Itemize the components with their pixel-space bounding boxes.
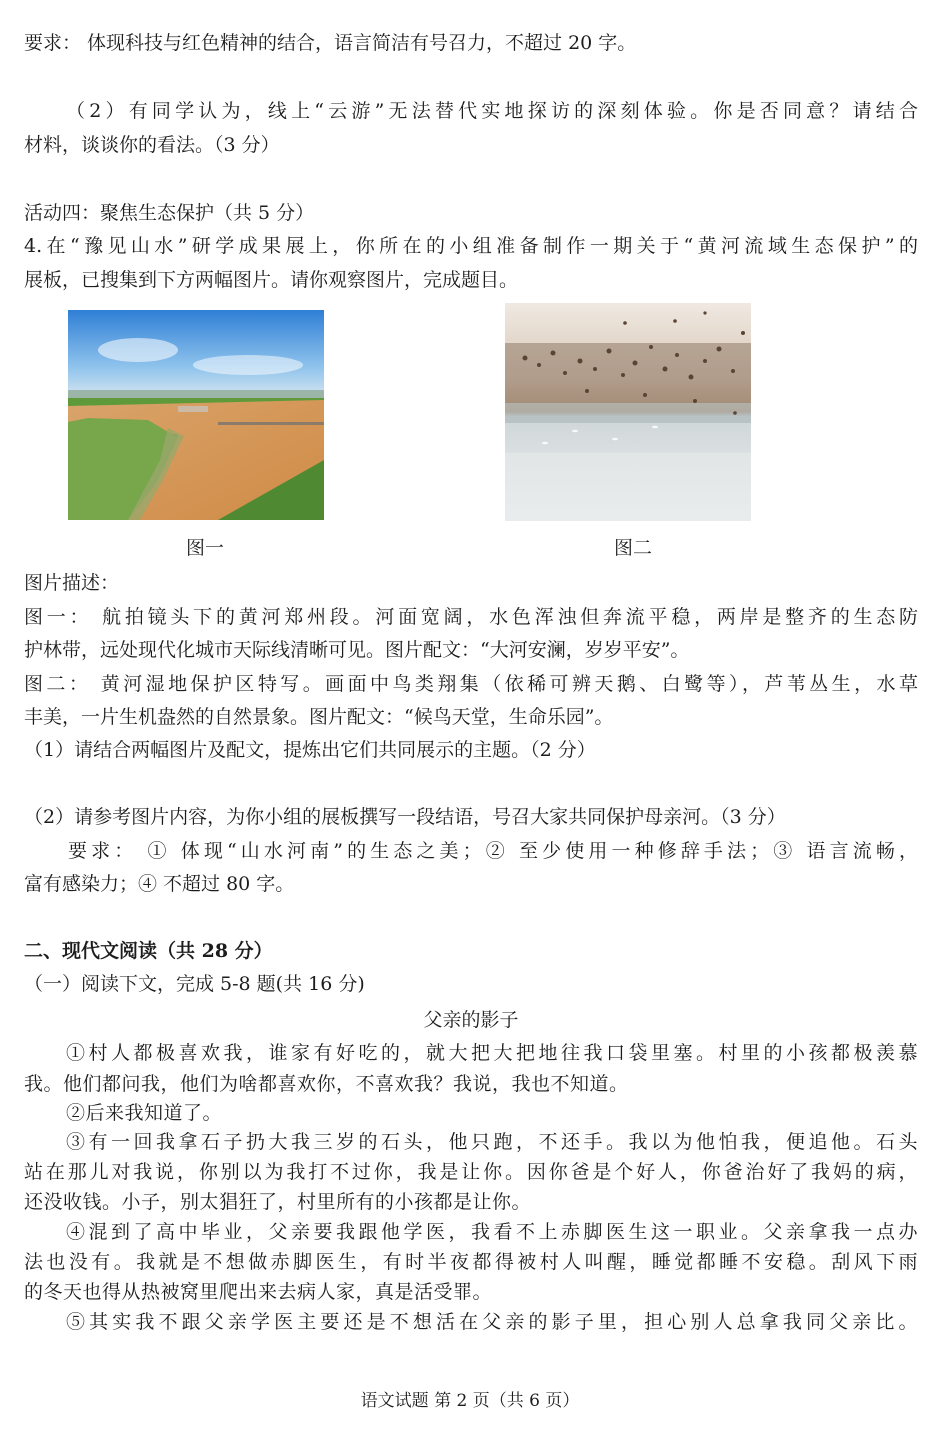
figure-1-river-aerial-image xyxy=(68,310,324,520)
paragraph-5: ⑤其实我不跟父亲学医主要还是不想活在父亲的影子里，担心别人总拿我同父亲比。 xyxy=(66,1311,918,1333)
section2-title: 二、现代文阅读（共 28 分） xyxy=(24,940,273,962)
q4-line2: 展板，已搜集到下方两幅图片。请你观察图片，完成题目。 xyxy=(24,269,519,291)
q3-requirement: 要求： 体现科技与红色精神的结合，语言简洁有号召力，不超过 20 字。 xyxy=(24,32,637,54)
desc1-line2: 护林带，远处现代化城市天际线清晰可见。图片配文：“大河安澜，岁岁平安”。 xyxy=(24,639,690,661)
paragraph-4-line3: 的冬天也得从热被窝里爬出来去病人家，真是活受罪。 xyxy=(24,1281,493,1303)
article-title: 父亲的影子 xyxy=(423,1009,519,1031)
paragraph-3-line1: ③有一回我拿石子扔大我三岁的石头，他只跑，不还手。我以为他怕我，便追他。石头 xyxy=(66,1131,918,1153)
q4-req-line2: 富有感染力；④ 不超过 80 字。 xyxy=(24,873,295,895)
paragraph-3-line2: 站在那儿对我说，你别以为我打不过你，我是让你。因你爸是个好人，你爸治好了我妈的病， xyxy=(24,1161,918,1183)
paragraph-1-line1: ①村人都极喜欢我，谁家有好吃的，就大把大把地往我口袋里塞。村里的小孩都极羡慕 xyxy=(66,1042,918,1064)
q4-sub2: （2）请参考图片内容，为你小组的展板撰写一段结语，号召大家共同保护母亲河。（3 分） xyxy=(24,806,786,828)
q3-sub2-line1: （2）有同学认为，线上“云游”无法替代实地探访的深刻体验。你是否同意？请结合 xyxy=(66,100,918,122)
desc2-line1: 图二： 黄河湿地保护区特写。画面中鸟类翔集（依稀可辨天鹅、白鹭等），芦苇丛生，水草 xyxy=(24,673,918,695)
paragraph-4-line1: ④混到了高中毕业，父亲要我跟他学医，我看不上赤脚医生这一职业。父亲拿我一点办 xyxy=(66,1221,918,1243)
figure-2-wetland-birds-image xyxy=(505,303,751,521)
description-label: 图片描述： xyxy=(24,572,120,594)
page-footer: 语文试题 第 2 页（共 6 页） xyxy=(360,1391,580,1411)
paragraph-1-line2: 我。他们都问我，他们为啥都喜欢你，不喜欢我？我说，我也不知道。 xyxy=(24,1073,629,1095)
q4-sub1: （1）请结合两幅图片及配文，提炼出它们共同展示的主题。（2 分） xyxy=(24,739,596,761)
activity4-title: 活动四：聚焦生态保护（共 5 分） xyxy=(24,202,315,224)
figure-1-caption: 图一 xyxy=(185,537,224,559)
q4-line1: 4.在“豫见山水”研学成果展上，你所在的小组准备制作一期关于“黄河流域生态保护”的 xyxy=(24,235,918,257)
desc2-line2: 丰美，一片生机盎然的自然景象。图片配文：“候鸟天堂，生命乐园”。 xyxy=(24,706,614,728)
paragraph-3-line3: 还没收钱。小子，别太猖狂了，村里所有的小孩都是让你。 xyxy=(24,1191,532,1213)
q4-req-line1: 要求： ① 体现“山水河南”的生态之美；② 至少使用一种修辞手法；③ 语言流畅， xyxy=(68,840,918,862)
section2-subtitle: （一）阅读下文，完成 5-8 题(共 16 分) xyxy=(24,973,365,995)
paragraph-2: ②后来我知道了。 xyxy=(66,1102,223,1124)
paragraph-4-line2: 法也没有。我就是不想做赤脚医生，有时半夜都得被村人叫醒，睡觉都睡不安稳。刮风下雨 xyxy=(24,1251,918,1273)
desc1-line1: 图一： 航拍镜头下的黄河郑州段。河面宽阔，水色浑浊但奔流平稳，两岸是整齐的生态防 xyxy=(24,606,918,628)
q3-sub2-line2: 材料，谈谈你的看法。（3 分） xyxy=(24,134,280,156)
figure-2-caption: 图二 xyxy=(613,537,652,559)
